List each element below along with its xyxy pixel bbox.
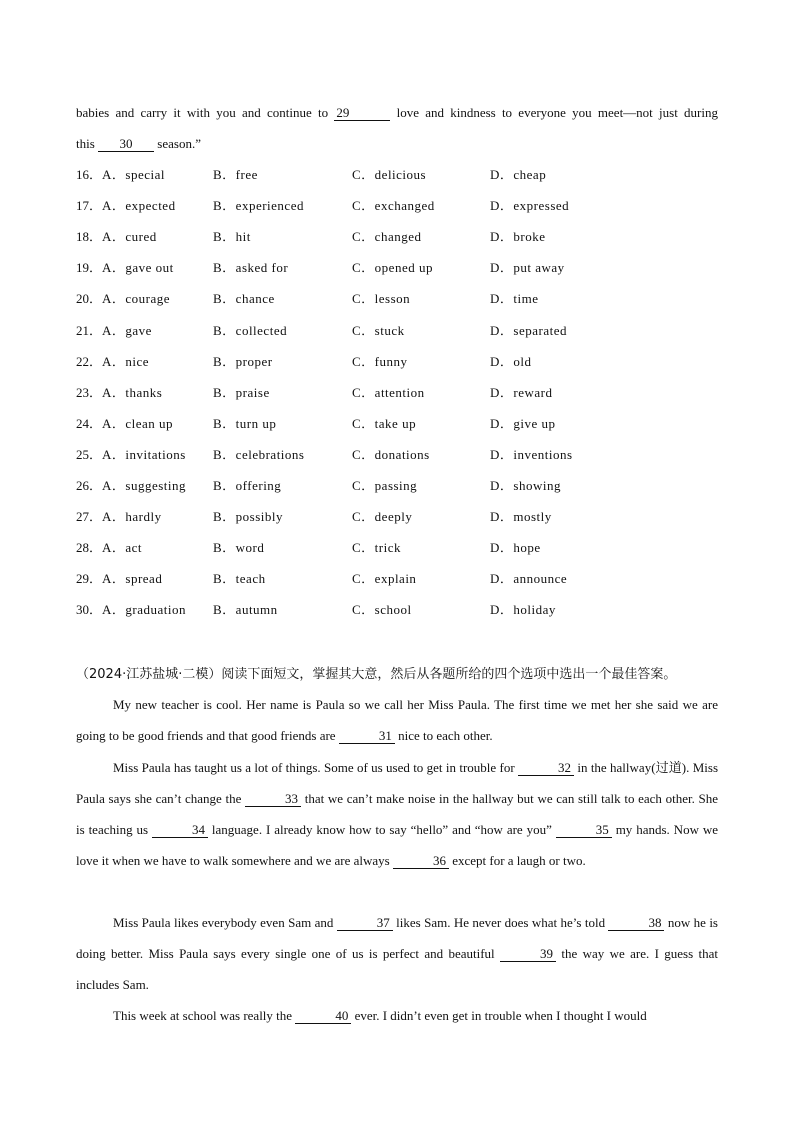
paragraph-text: Miss Paula likes everybody even Sam and [113, 915, 334, 930]
option-d: D．holiday [490, 602, 556, 618]
option-c: C．delicious [352, 167, 427, 182]
question-number: 22． [76, 353, 103, 369]
option-b: B．proper [213, 353, 273, 369]
option-d: D．time [490, 291, 539, 307]
option-a: A．act [102, 540, 143, 556]
option-a: A．invitations [102, 446, 186, 462]
option-c: C．deeply [352, 509, 413, 525]
question-number: 25． [76, 446, 103, 462]
option-a: A．special [102, 167, 165, 182]
blank-39: 39 [500, 947, 556, 962]
option-d: D．cheap [490, 167, 547, 182]
option-b: B．autumn [213, 602, 278, 618]
option-a: A．spread [102, 571, 163, 587]
option-b: B．possibly [213, 509, 284, 525]
option-d: D．mostly [490, 509, 552, 525]
question-number: 26． [76, 478, 103, 493]
paragraph-text: language. I already know how to say “hello” and “how are you” [211, 822, 552, 837]
section-heading: （2024·江苏盐城·二模）阅读下面短文，掌握其大意，然后从各题所给的四个选项中选出一个最佳答案。 [76, 667, 677, 682]
option-c: C．donations [352, 446, 430, 462]
option-d: D．give up [490, 415, 556, 431]
option-a: A．gave [102, 322, 152, 338]
option-a: A．suggesting [102, 478, 187, 493]
blank-38: 38 [608, 916, 664, 931]
option-b: B．turn up [213, 415, 277, 431]
question-number: 17． [76, 198, 103, 214]
option-d: D．announce [490, 571, 568, 587]
option-d: D．reward [490, 384, 553, 400]
option-b: B．hit [213, 229, 251, 245]
paragraph-text: likes Sam. He never does what he’s told [396, 915, 606, 930]
question-number: 20． [76, 291, 103, 307]
option-c: C．passing [352, 478, 418, 493]
option-d: D．separated [490, 322, 567, 338]
option-a: A．cured [102, 229, 157, 245]
option-c: C．school [352, 602, 412, 618]
passage-line-2 [76, 136, 201, 152]
blank-35: 35 [556, 823, 612, 838]
blank-40: 40 [295, 1009, 351, 1024]
option-b: B．experienced [213, 198, 304, 214]
paragraph-1 [76, 689, 718, 751]
option-c: C．funny [352, 353, 408, 369]
question-number: 30． [76, 602, 103, 618]
blank-29: 29 [334, 106, 390, 121]
paragraph-4 [76, 1000, 718, 1031]
option-a: A．gave out [102, 260, 174, 276]
question-number: 18． [76, 229, 103, 245]
paragraph-text: nice to each other. [398, 728, 493, 743]
question-number: 29． [76, 571, 103, 587]
option-a: A．expected [102, 198, 176, 214]
question-number: 16． [76, 167, 103, 182]
option-c: C．opened up [352, 260, 433, 276]
question-number: 23． [76, 384, 103, 400]
paragraph-2 [76, 752, 718, 876]
option-c: C．explain [352, 571, 417, 587]
paragraph-text: in the hallway(过道). Miss Paula says she can’t change the [76, 760, 719, 806]
option-a: A．courage [102, 291, 171, 307]
blank-37: 37 [337, 916, 393, 931]
option-d: D．old [490, 353, 532, 369]
option-c: C．take up [352, 415, 417, 431]
option-d: D．hope [490, 540, 541, 556]
option-d: D．showing [490, 478, 561, 493]
option-c: C．lesson [352, 291, 411, 307]
passage-text: love and kindness to everyone you meet—not just during [396, 105, 718, 120]
option-c: C．trick [352, 540, 401, 556]
option-d: D．put away [490, 260, 565, 276]
blank-32: 32 [518, 761, 574, 776]
option-b: B．teach [213, 571, 266, 587]
option-b: B．collected [213, 322, 288, 338]
paragraph-text: ever. I didn’t even get in trouble when I thought I would [354, 1008, 647, 1023]
option-a: A．graduation [102, 602, 186, 618]
paragraph-3 [76, 907, 718, 1000]
question-number: 24． [76, 415, 103, 431]
passage-text: this [76, 136, 95, 151]
option-c: C．attention [352, 384, 425, 400]
question-number: 19． [76, 260, 103, 276]
option-b: B．word [213, 540, 265, 556]
option-a: A．nice [102, 353, 150, 369]
passage-text: babies and carry it with you and continue to [76, 105, 329, 120]
passage-text: season.” [157, 136, 201, 151]
option-d: D．expressed [490, 198, 570, 214]
paragraph-text: except for a laugh or two. [452, 853, 586, 868]
blank-34: 34 [152, 823, 208, 838]
blank-33: 33 [245, 792, 301, 807]
paragraph-text: the way we are. I guess that includes Sam. [76, 946, 719, 992]
option-b: B．free [213, 167, 258, 182]
question-number: 28． [76, 540, 103, 556]
paragraph-text: now he is doing better. Miss Paula says every single one of us is perfect and beautiful [76, 915, 718, 961]
blank-30: 30 [98, 137, 154, 152]
option-a: A．thanks [102, 384, 163, 400]
paragraph-text: my hands. Now we love it when we have to walk somewhere and we are always [76, 822, 719, 868]
option-b: B．celebrations [213, 446, 305, 462]
option-c: C．exchanged [352, 198, 435, 214]
option-b: B．offering [213, 478, 282, 493]
question-number: 27． [76, 509, 103, 525]
option-d: D．inventions [490, 446, 573, 462]
paragraph-text: Miss Paula has taught us a lot of things. Some of us used to get in trouble for [113, 760, 515, 775]
option-c: C．changed [352, 229, 422, 245]
question-number: 21． [76, 322, 103, 338]
passage-line-1 [76, 105, 718, 121]
option-b: B．asked for [213, 260, 289, 276]
paragraph-text: This week at school was really the [113, 1008, 293, 1023]
option-a: A．hardly [102, 509, 162, 525]
paragraph-text: that we can’t make noise in the hallway but we can still talk to each other. She is teaching us [76, 791, 718, 837]
option-a: A．clean up [102, 415, 174, 431]
blank-36: 36 [393, 854, 449, 869]
option-b: B．praise [213, 384, 270, 400]
blank-31: 31 [339, 729, 395, 744]
paragraph-text: My new teacher is cool. Her name is Paula so we call her Miss Paula. The first time we met her she said we are going to be good friends and that good friends are [76, 697, 718, 743]
option-d: D．broke [490, 229, 546, 245]
option-c: C．stuck [352, 322, 405, 338]
option-b: B．chance [213, 291, 275, 307]
